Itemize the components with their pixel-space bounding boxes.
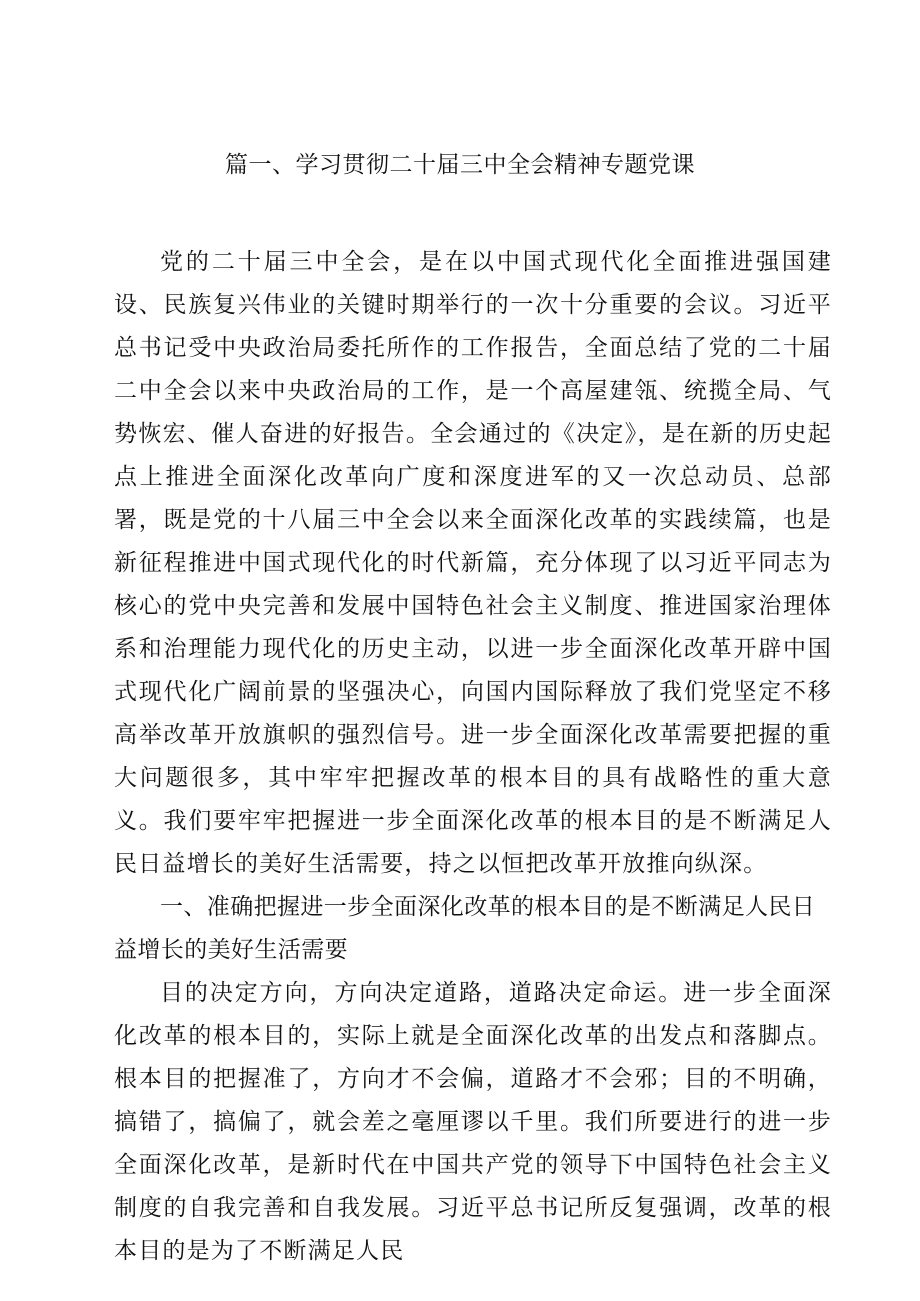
document-body bbox=[114, 241, 832, 1273]
document-title: 篇一、学习贯彻二十届三中全会精神专题党课 bbox=[225, 152, 695, 178]
section-1-paragraph: 目的决定方向，方向决定道路，道路决定命运。进一步全面深化改革的根本目的，实际上就是全面深化改革的出发点和落脚点。根本目的把握准了，方向才不会偏，道路才不会邪；目的不明确，搞错了，搞偏了，就会差之毫厘谬以千里。我们所要进行的进一步全面深化改革，是新时代在中国共产党的领导下中国特色社会主义制度的自我完善和自我发展。习近平总书记所反复强调，改革的根本目的是为了不断满足人民 bbox=[114, 980, 832, 1264]
section-heading-1: 一、准确把握进一步全面深化改革的根本目的是不断满足人民日益增长的美好生活需要 bbox=[114, 894, 816, 963]
intro-paragraph: 党的二十届三中全会，是在以中国式现代化全面推进强国建设、民族复兴伟业的关键时期举行的一次十分重要的会议。习近平总书记受中央政治局委托所作的工作报告，全面总结了党的二十届二中全会以来中央政治局的工作，是一个高屋建瓴、统揽全局、气势恢宏、催人奋进的好报告。全会通过的《决定》，是在新的历史起点上推进全面深化改革向广度和深度进军的又一次总动员、总部署，既是党的十八届三中全会以来全面深化改革的实践续篇，也是新征程推进中国式现代化的时代新篇，充分体现了以习近平同志为核心的党中央完善和发展中国特色社会主义制度、推进国家治理体系和治理能力现代化的历史主动，以进一步全面深化改革开辟中国式现代化广阔前景的坚强决心，向国内国际释放了我们党坚定不移高举改革开放旗帜的强烈信号。进一步全面深化改革需要把握的重大问题很多，其中牢牢把握改革的根本目的具有战略性的重大意义。我们要牢牢把握进一步全面深化改革的根本目的是不断满足人民日益增长的美好生活需要，持之以恒把改革开放推向纵深。 bbox=[114, 249, 832, 877]
